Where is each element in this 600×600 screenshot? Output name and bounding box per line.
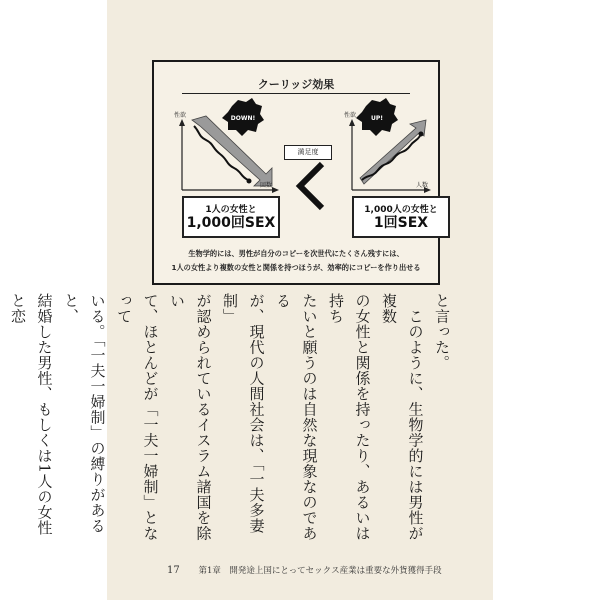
body-line	[0, 293, 5, 543]
right-box-line2: 1回SEX	[373, 215, 429, 231]
up-badge-text: UP!	[370, 115, 384, 122]
figure-caption-line2: 1人の女性より複数の女性と関係を持つほうが、効率的にコピーを作り出せる	[171, 263, 421, 272]
right-condition-box	[352, 196, 450, 238]
down-badge-text: DOWN!	[230, 115, 256, 122]
left-y-arrow	[179, 119, 185, 126]
satisfaction-label: 満足度	[284, 145, 332, 160]
left-condition-box	[182, 196, 280, 238]
body-line: いる。「一夫一婦制」の縛りがあると、	[62, 293, 107, 534]
page-number: 17	[167, 565, 180, 576]
left-curve-head	[247, 179, 252, 184]
right-x-axis-label: 人数	[416, 182, 429, 189]
center-chevron	[300, 164, 322, 208]
right-y-axis-label: 性欲	[344, 112, 357, 119]
chapter-title: 第1章 開発途上国にとってセックス産業は重要な外貨獲得手段	[198, 566, 442, 576]
body-line: 結婚した男性、もしくは1人の女性と恋	[9, 293, 54, 536]
body-line: たいと願うのは自然な現象なのである	[274, 293, 319, 541]
body-line: このように、生物学的には男性が複数	[380, 293, 425, 541]
left-box-line2: 1,000回SEX	[186, 215, 276, 231]
left-x-axis-label: 回数	[260, 182, 273, 189]
body-line: と言った。	[433, 293, 451, 371]
body-line: が、現代の人間社会は、「一夫多妻制」	[221, 293, 266, 534]
left-x-arrow	[272, 187, 279, 193]
right-y-arrow	[349, 119, 355, 126]
coolidge-effect-figure	[152, 60, 440, 285]
figure-caption-line1: 生物学的には、男性が自分のコピーを次世代にたくさん残すには、	[188, 249, 404, 258]
page-footer	[167, 564, 442, 576]
right-box-line1: 1,000人の女性と	[364, 205, 438, 215]
left-box-line1: 1人の女性と	[205, 205, 257, 215]
body-line: が認められているイスラム諸国を除い	[168, 293, 213, 541]
body-text	[9, 293, 455, 543]
left-chart	[179, 98, 279, 193]
body-line: の女性と関係を持ったり、あるいは持ち	[327, 293, 372, 541]
body-line: て、ほとんどが「一夫一婦制」となって	[115, 293, 160, 541]
right-curve-head	[419, 132, 424, 137]
less-than-chevron	[300, 164, 322, 208]
right-chart	[349, 98, 431, 193]
left-y-axis-label: 性欲	[174, 112, 187, 119]
figure-title: クーリッジ効果	[257, 78, 335, 91]
